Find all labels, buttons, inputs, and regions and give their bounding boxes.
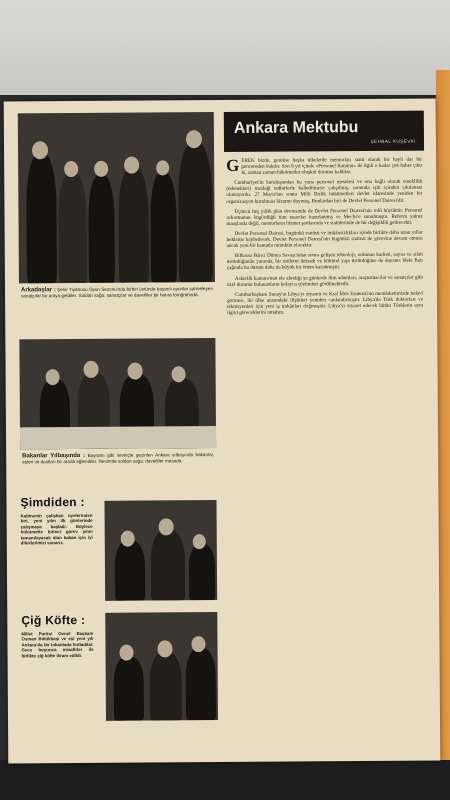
photo-friends	[18, 112, 215, 283]
caption-text: Şehir Tiyatrosu Oyun Sezonu'nda birbiri üstünde başarılı oyunlar sahneleyen sanatçılar bir araya geldiler. Soldan sağa: sanatçılar ve davetliler bir hatıra fotoğrafında.	[21, 286, 214, 299]
photo-simdiden	[104, 500, 217, 601]
paragraph-7: Cumhurbaşkanı Sunay'ın Libya'yı ziyareti ve Kral İdris Esunusi'nin memleketimizde tedavi görmesi, iki ülke arasındaki ilişkileri yeniden canlandırmıştır. Libya'da Türk doktorları ve teknisyenleri için yeni iş imkânları doğmuştur. Libya'yı ziyaret edecek bütün Türklerin aynı ilgiyi göreceklerini umalım.	[227, 290, 424, 316]
photo-ministers-caption	[22, 452, 214, 465]
paragraph-text: EREK bizde, gerekse başka ülkelerde memurları statü olarak bir hayli dar bir pencereden bakılır. Son 8 yıl içinde «Personel Kanunu» ile ilgili o kadar çok haber çıktı ki, zaman zaman hükümetler oluşkul duruma kaldılar.	[241, 156, 423, 177]
article-author: ŞEHBAL KUŞEVKI	[370, 138, 416, 144]
caption-text: Bayramı gibi sevinçle geçirilen Ankara yılbaşında bakanlar, eşleri ve dostları bir arada eğlendiler. Resimde soldan sağa: davetliler masada.	[22, 452, 215, 465]
photo-friends-caption	[21, 286, 213, 299]
paragraph-3: Üçüncü beş yıllık plan devresinde de Devlet Personel Dairesi'nin rolü büyüktür. Personel reformunun öngördüğü tüm tasarılar hazırlanmış ve Meclis'e sunulmuştu. Reform yalnız maaşlarda değil, memurların hizmet şartlarında ve statülerinde de bir değişiklik getirecekti.	[226, 207, 423, 227]
paragraph-1	[226, 157, 422, 177]
paragraph-6: Askerlik kanunu'nun ele alındığı şu günlerde ilim adamları, araştırmacılar ve sanatçılar gibi özel durumu bulunanların kolayca çözümleri görülmektedir.	[226, 274, 423, 288]
paragraph-5: Bilhassa İkinci Dünya Savaşı'ndan sonra gelişen teknoloji, ordunun kudreti, sayısı ve silah üstünlüğünün yanında, bir milletin iktisadi ve kültürel yapı üstünlüğüne de dayanır. Hele Batı çağında bu durum daha da büyük bir önem kazanmıştır.	[226, 251, 423, 272]
caption-lead: Arkadaşlar :	[20, 287, 56, 294]
photo-ministers	[19, 338, 216, 449]
article-title: Ankara Mektubu	[233, 119, 359, 137]
section-heading-cig-kofte: Çiğ Köfte :	[21, 612, 86, 628]
caption-lead: Bakanlar Yılbaşında :	[22, 452, 86, 460]
section-heading-simdiden: Şimdiden :	[20, 494, 85, 510]
left-column	[18, 112, 218, 753]
background-bottom	[0, 760, 450, 800]
drop-cap: G	[226, 155, 240, 175]
section-text-cig-kofte: Millet Partisi Genel Başkanı Osman Bölükbaşı ve eşi yeni yılı Ankara'da bir lokantada kutladılar. Gece boyunca misafirler ile birlikte çiğ köfte ikram edildi.	[21, 630, 94, 659]
paragraph-2: Cumhuriyet'in kuruluşundan bu yana personel meselesi ve ona bağlı olarak emeklilik (ödenekleri) mesleği tedbirlerle halledilmeye çalışılmış, sonunda işin içinden çıkılamaz olunuyordu. 27 Mayıs'tan sonra Milli Birlik hükümetleri devlet idaresinde yeniden bir organizasyon kurulması lüzumu duymuş, Bunlardan biri de Devlet Personel Dairesi'dir.	[226, 178, 423, 205]
article-column	[224, 111, 428, 752]
article-body	[226, 157, 423, 320]
page-content	[18, 111, 430, 754]
background-top	[0, 0, 450, 95]
section-text-simdiden: Kabinenin çalışkan üyelerinden biri, yeni yılın ilk günlerinde çalışmaya başladı. Böylece hükümette birinci görev yılını tamamlayacak olan bakan için iyi dileklerimizi sunarız.	[20, 512, 93, 546]
article-header	[224, 111, 424, 152]
paragraph-4: Devlet Personel Dairesi, bugünkü statüsü ve imkânsızlıkları içinde birlikte daha uzun yıllar bekleme kaybedecek. Devlet Personel Dairesi'nin bugünkü statüsü ile görevine devam etmesi ancak yeni bir kanunla mümkün olacaktır.	[226, 229, 423, 250]
magazine-page	[4, 99, 441, 764]
photo-cig-kofte	[105, 612, 218, 721]
